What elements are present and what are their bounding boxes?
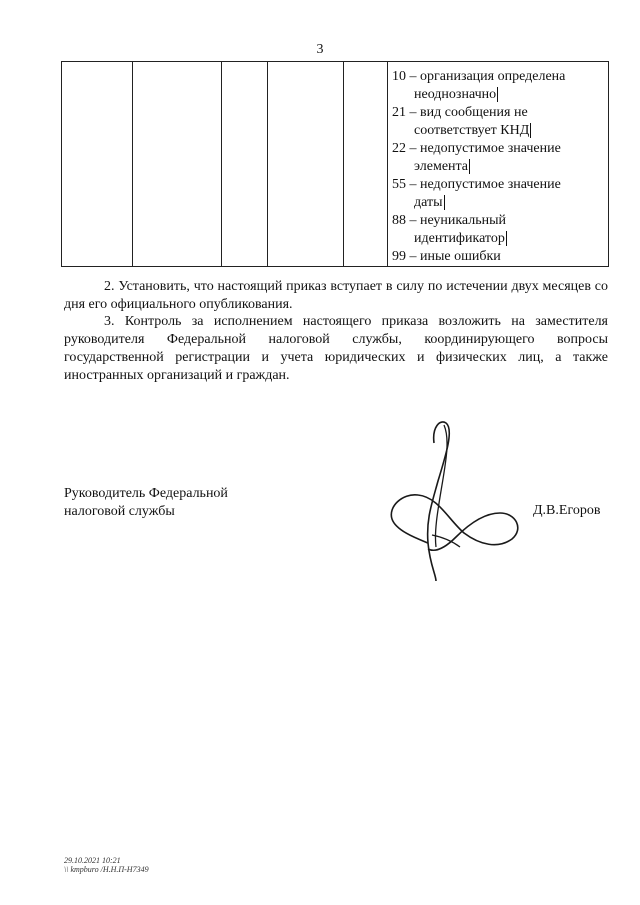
footer-note — [64, 856, 149, 874]
list-item — [392, 104, 604, 140]
page-number: 3 — [316, 42, 324, 57]
table-cell-empty-2 — [133, 62, 222, 267]
list-item — [392, 248, 604, 266]
code-line: 99 – иные ошибки — [392, 249, 501, 264]
list-item — [392, 176, 604, 212]
table-cell-empty-4 — [268, 62, 344, 267]
paragraph-3: 3. Контроль за исполнением настоящего приказа возложить на заместителя руководителя Федеральной налоговой службы, координирующего вопросы государственной регистрации и учета юридических и физических лиц, а также иностранных организаций и граждан. — [64, 314, 608, 383]
code-line: 21 – вид сообщения не — [392, 105, 528, 120]
list-item — [392, 68, 604, 104]
list-item — [392, 140, 604, 176]
code-line-continuation: соответствует КНД — [414, 123, 530, 138]
error-codes-list — [388, 62, 608, 266]
error-codes-table — [61, 61, 609, 267]
code-line-continuation: элемента — [414, 159, 469, 174]
table-cell-empty-1 — [62, 62, 133, 267]
list-item — [392, 212, 604, 248]
signer-title-line-2: налоговой службы — [64, 504, 175, 519]
code-line-continuation: идентификатор — [414, 231, 505, 246]
code-line: 22 – недопустимое значение — [392, 141, 561, 156]
code-line: 88 – неуникальный — [392, 213, 507, 228]
table-cell-empty-5 — [344, 62, 388, 267]
signer-name: Д.В.Егоров — [533, 503, 601, 518]
footer-timestamp: 29.10.2021 10:21 — [64, 856, 121, 865]
signer-title — [64, 485, 228, 521]
paragraph-2: 2. Установить, что настоящий приказ вступает в силу по истечении двух месяцев со дня его официального опубликования. — [64, 279, 608, 312]
code-line-continuation: даты — [414, 195, 443, 210]
signer-title-line-1: Руководитель Федеральной — [64, 486, 228, 501]
handwritten-signature — [388, 415, 528, 590]
footer-reference: \\ kmpburo /Н.Н.П-Н7349 — [64, 865, 149, 874]
table-cell-codes — [388, 62, 609, 267]
table-cell-empty-3 — [222, 62, 268, 267]
code-line: 10 – организация определена — [392, 69, 566, 84]
code-line: 55 – недопустимое значение — [392, 177, 561, 192]
code-line-continuation: неоднозначно — [414, 87, 497, 102]
